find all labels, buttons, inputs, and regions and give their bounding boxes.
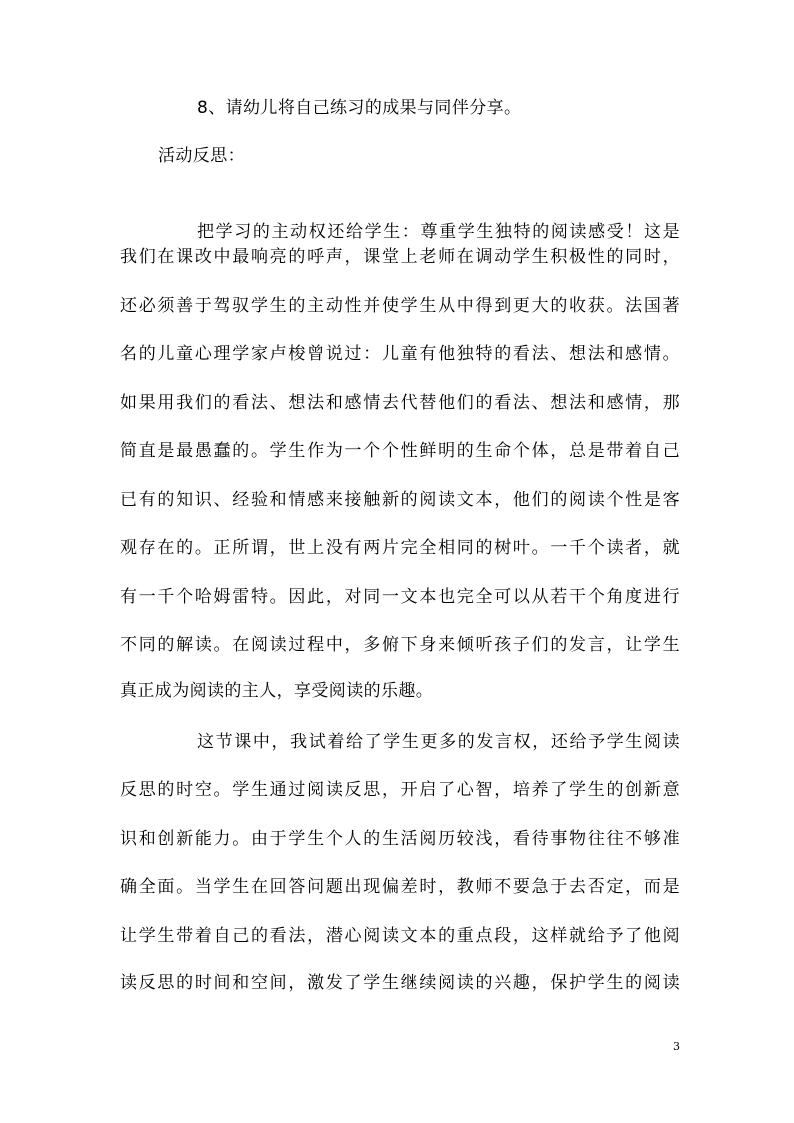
text-line: 观存在的。正所谓，世上没有两片完全相同的树叶。一千个读者，就 <box>120 538 680 558</box>
text-line: 8、请幼儿将自己练习的成果与同伴分享。 <box>197 98 522 118</box>
text-line: 简直是最愚蠢的。学生作为一个个性鲜明的生命个体，总是带着自己 <box>120 441 680 461</box>
text-line: 反思的时空。学生通过阅读反思，开启了心智，培养了学生的创新意 <box>120 780 680 800</box>
text-line: 如果用我们的看法、想法和感情去代替他们的看法、想法和感情，那 <box>120 393 680 413</box>
text-line: 有一千个哈姆雷特。因此，对同一文本也完全可以从若干个角度进行 <box>120 587 680 607</box>
text-line: 确全面。当学生在回答问题出现偏差时，教师不要急于去否定，而是 <box>120 877 680 897</box>
text-line: 我们在课改中最响亮的呼声，课堂上老师在调动学生积极性的同时， <box>120 247 680 267</box>
text-line: 还必须善于驾驭学生的主动性并使学生从中得到更大的收获。法国著 <box>120 296 680 316</box>
text-line: 读反思的时间和空间，激发了学生继续阅读的兴趣，保护学生的阅读 <box>120 973 680 993</box>
text-line: 这节课中，我试着给了学生更多的发言权，还给予学生阅读 <box>197 732 680 752</box>
text-line: 真正成为阅读的主人，享受阅读的乐趣。 <box>120 681 434 701</box>
text-line: 识和创新能力。由于学生个人的生活阅历较浅，看待事物往往不够准 <box>120 829 680 849</box>
page-number: 3 <box>673 1040 680 1053</box>
text-line: 不同的解读。在阅读过程中，多俯下身来倾听孩子们的发言，让学生 <box>120 635 680 655</box>
text-line: 已有的知识、经验和情感来接触新的阅读文本，他们的阅读个性是客 <box>120 490 680 510</box>
section-heading: 活动反思： <box>158 146 245 166</box>
text-line: 名的儿童心理学家卢梭曾说过：儿童有他独特的看法、想法和感情。 <box>120 344 680 364</box>
text-line: 让学生带着自己的看法，潜心阅读文本的重点段，这样就给予了他阅 <box>120 926 680 946</box>
text-line: 把学习的主动权还给学生：尊重学生独特的阅读感受！这是 <box>197 222 680 242</box>
